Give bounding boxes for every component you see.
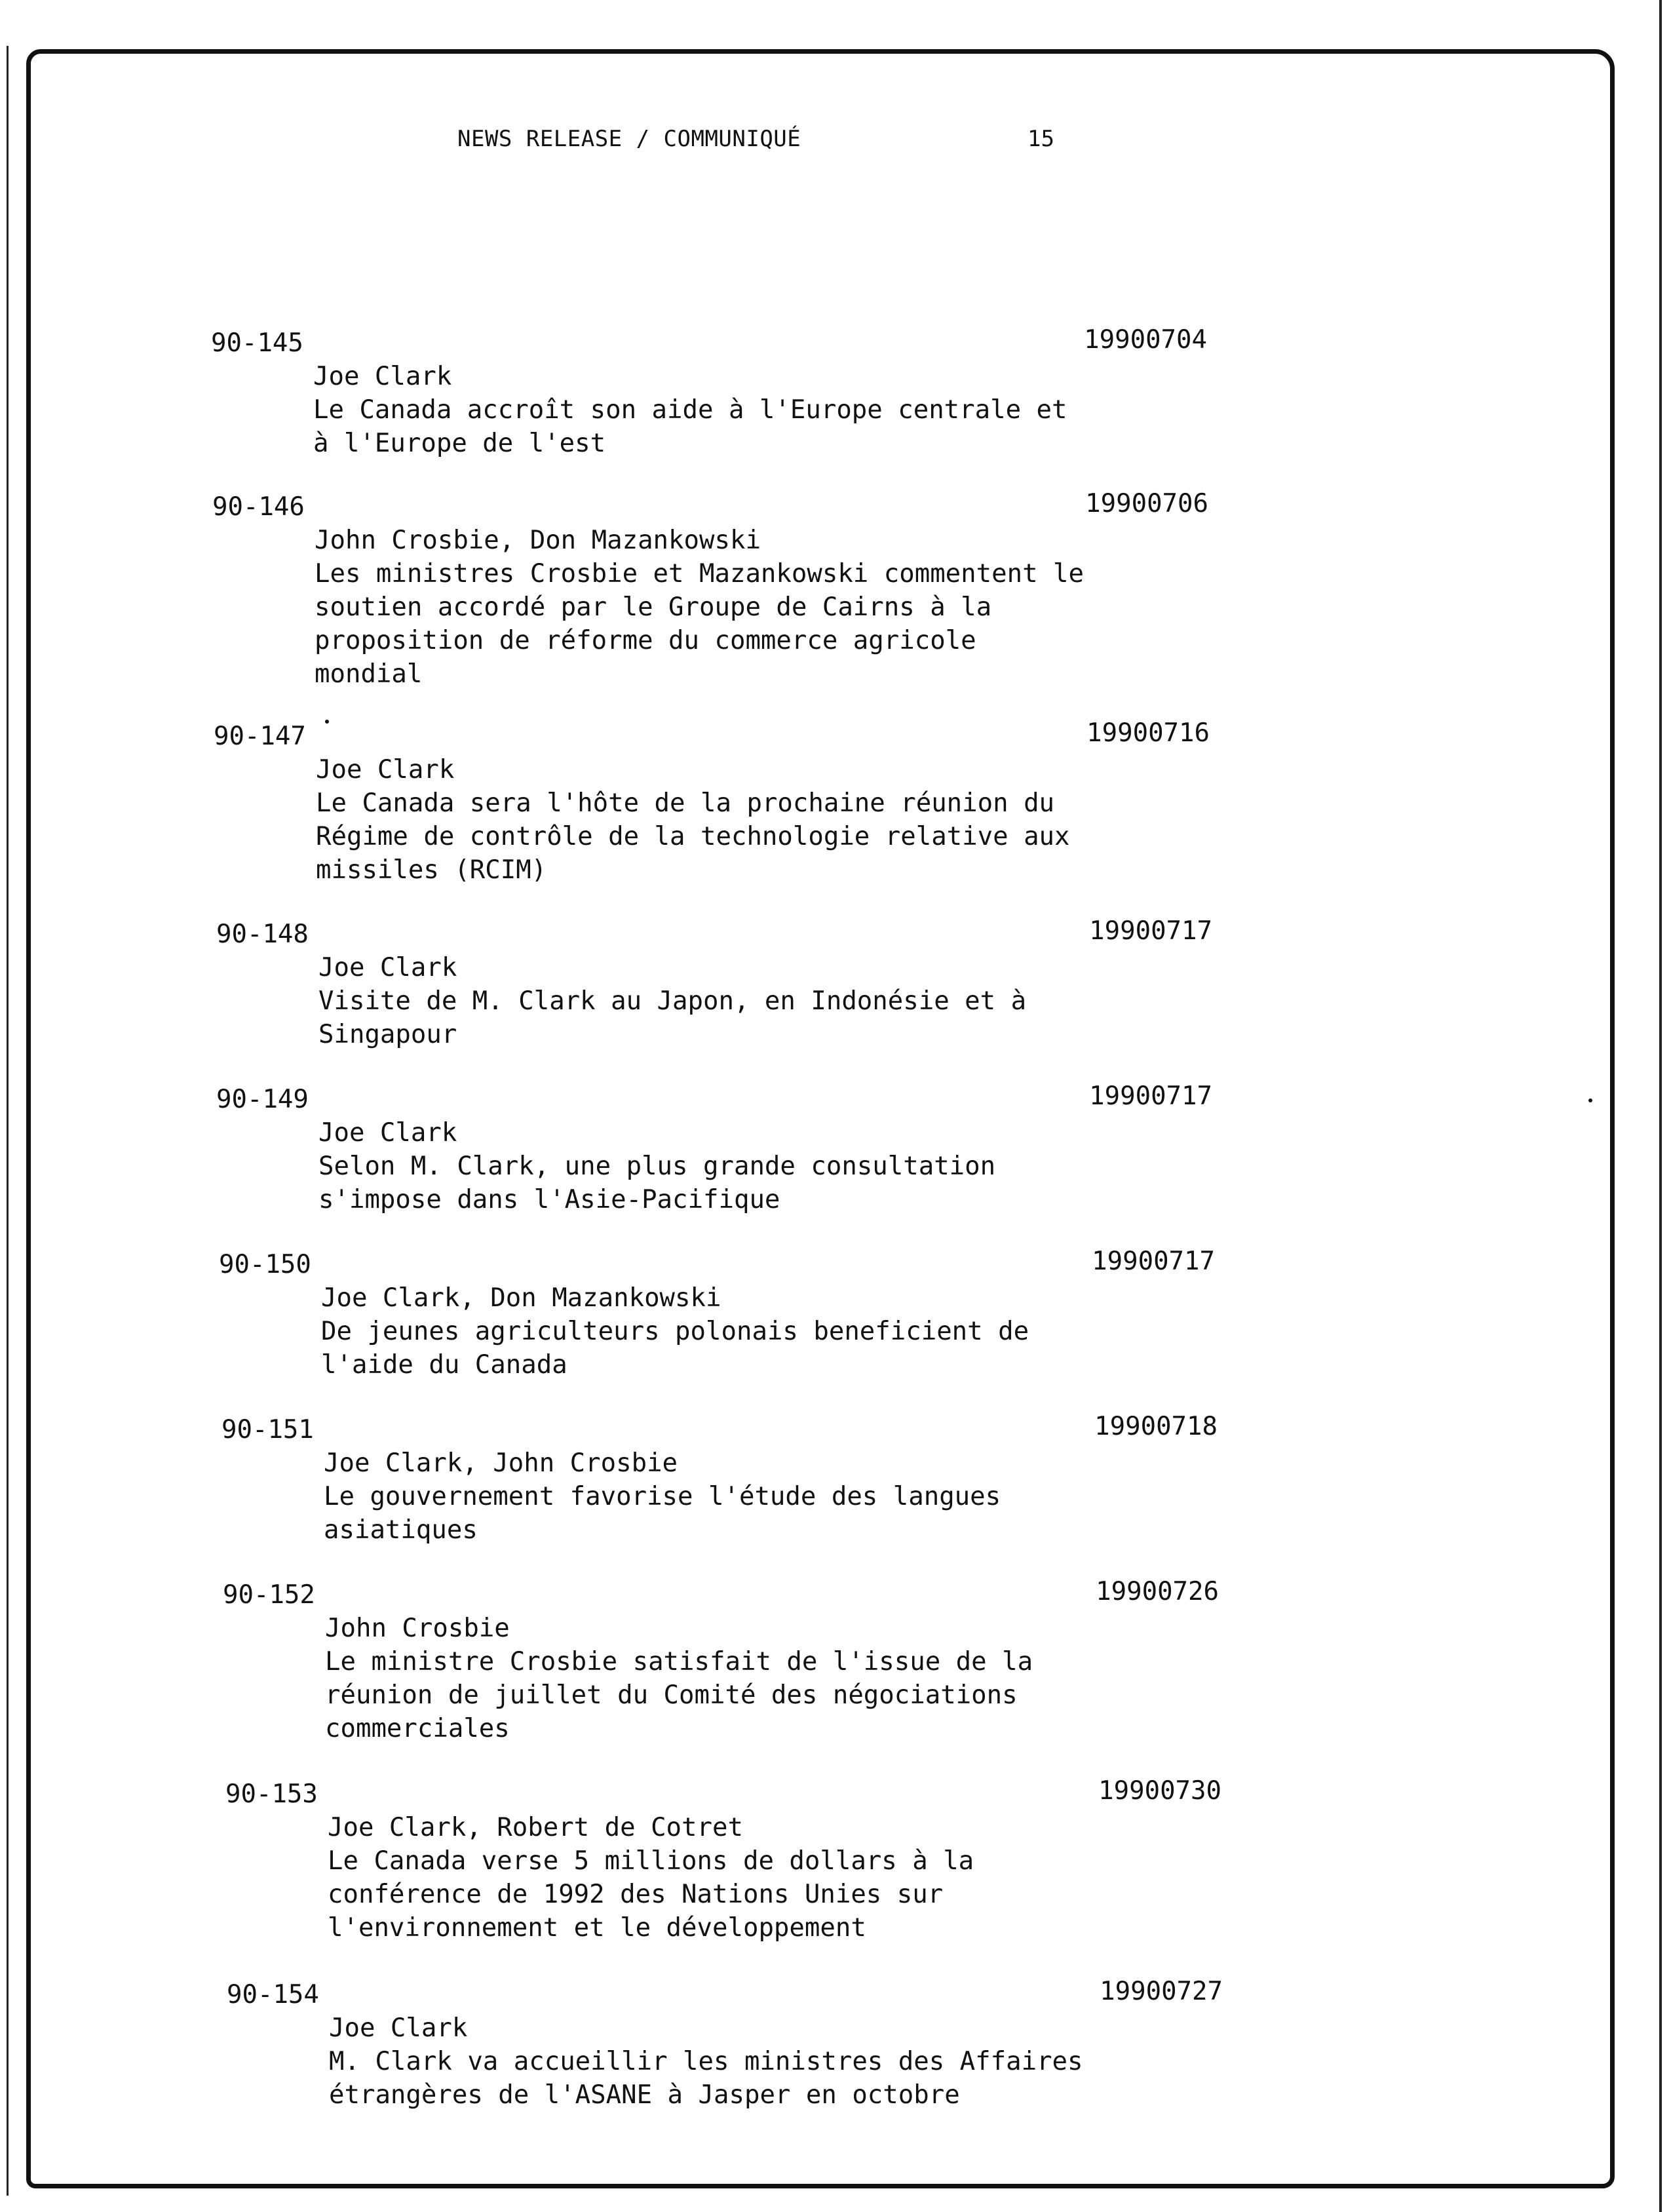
release-title-line: l'environnement et le développement xyxy=(328,1913,866,1943)
scan-speck xyxy=(1588,1098,1592,1102)
release-title-line: Les ministres Crosbie et Mazankowski commentent le xyxy=(315,559,1084,589)
release-author: Joe Clark, John Crosbie xyxy=(324,1448,678,1478)
release-date: 19900704 xyxy=(1084,325,1207,355)
release-title-line: réunion de juillet du Comité des négociations xyxy=(325,1680,1018,1710)
release-date: 19900717 xyxy=(1089,916,1212,946)
release-author: John Crosbie xyxy=(325,1614,510,1643)
release-number: 90-147 xyxy=(214,722,306,751)
release-number: 90-151 xyxy=(221,1415,314,1445)
release-entry xyxy=(225,1777,1221,1945)
release-title-line: mondial xyxy=(315,659,423,689)
release-title-line: Singapour xyxy=(318,1020,457,1049)
release-title-line: conférence de 1992 des Nations Unies sur xyxy=(328,1880,944,1909)
release-number: 90-149 xyxy=(216,1085,309,1114)
release-title-line: étrangères de l'ASANE à Jasper en octobre xyxy=(329,2080,960,2110)
release-author: Joe Clark xyxy=(313,362,452,391)
release-title-line: Le ministre Crosbie satisfait de l'issue de la xyxy=(325,1647,1033,1677)
release-date: 19900726 xyxy=(1096,1577,1219,1606)
release-title-line: commerciales xyxy=(325,1714,510,1743)
release-title-line: asiatiques xyxy=(324,1515,478,1545)
release-author: Joe Clark xyxy=(318,1118,457,1148)
release-author: Joe Clark xyxy=(316,755,455,785)
release-number: 90-153 xyxy=(225,1779,318,1809)
release-title-line: Selon M. Clark, une plus grande consultation xyxy=(318,1152,996,1181)
release-entry xyxy=(214,720,1210,887)
release-entry xyxy=(219,1248,1215,1382)
release-title-line: Visite de M. Clark au Japon, en Indonésie et à xyxy=(318,986,1027,1016)
header-title: NEWS RELEASE / COMMUNIQUÉ xyxy=(457,126,801,152)
release-date: 19900718 xyxy=(1094,1412,1218,1441)
release-title-line: Régime de contrôle de la technologie relative aux xyxy=(316,822,1070,851)
release-number: 90-150 xyxy=(219,1250,311,1279)
release-date: 19900716 xyxy=(1086,718,1210,748)
release-author: Joe Clark xyxy=(329,2013,468,2043)
release-title-line: à l'Europe de l'est xyxy=(313,429,606,458)
release-title-line: l'aide du Canada xyxy=(321,1350,567,1380)
release-title-line: proposition de réforme du commerce agricole xyxy=(315,626,976,655)
release-number: 90-146 xyxy=(212,492,305,522)
release-title-line: missiles (RCIM) xyxy=(316,855,547,885)
release-date: 19900717 xyxy=(1092,1247,1215,1276)
release-number: 90-145 xyxy=(211,328,303,358)
release-entry xyxy=(211,326,1207,460)
release-number: 90-154 xyxy=(227,1980,319,2009)
release-date: 19900730 xyxy=(1098,1776,1221,1806)
page-number: 15 xyxy=(1028,126,1054,152)
release-author: Joe Clark xyxy=(318,953,457,982)
release-author: Joe Clark, Don Mazankowski xyxy=(321,1283,721,1313)
release-date: 19900706 xyxy=(1085,489,1208,518)
release-title-line: De jeunes agriculteurs polonais beneficient de xyxy=(321,1317,1029,1346)
release-date: 19900727 xyxy=(1100,1977,1223,2006)
release-number: 90-152 xyxy=(223,1580,315,1610)
release-author: John Crosbie, Don Mazankowski xyxy=(315,526,761,555)
release-number: 90-148 xyxy=(216,920,309,949)
release-title-line: s'impose dans l'Asie-Pacifique xyxy=(318,1185,780,1214)
release-entry xyxy=(216,918,1212,1051)
scan-speck xyxy=(325,720,329,724)
release-title-line: Le Canada verse 5 millions de dollars à la xyxy=(328,1846,974,1876)
release-title-line: M. Clark va accueillir les ministres des Affaires xyxy=(329,2047,1083,2076)
release-entry xyxy=(227,1978,1223,2112)
release-entry xyxy=(216,1083,1212,1216)
release-title-line: Le gouvernement favorise l'étude des langues xyxy=(324,1482,1001,1511)
release-title-line: Le Canada sera l'hôte de la prochaine réunion du xyxy=(316,788,1055,818)
release-author: Joe Clark, Robert de Cotret xyxy=(328,1813,743,1842)
release-date: 19900717 xyxy=(1089,1081,1212,1111)
release-title-line: Le Canada accroît son aide à l'Europe centrale et xyxy=(313,395,1067,425)
release-entry xyxy=(212,490,1208,691)
release-entry xyxy=(221,1413,1218,1547)
release-title-line: soutien accordé par le Groupe de Cairns à la xyxy=(315,592,992,622)
release-entry xyxy=(223,1578,1219,1745)
